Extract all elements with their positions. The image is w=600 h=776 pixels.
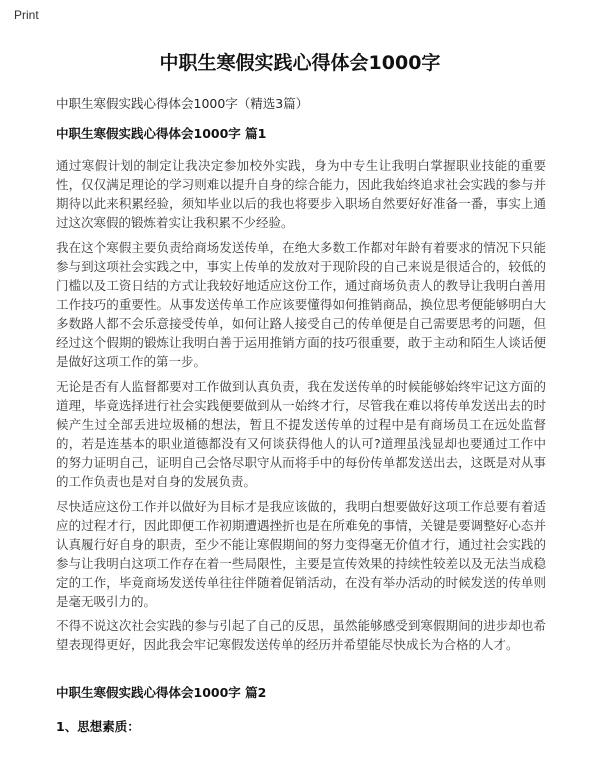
paragraph-1: 通过寒假计划的制定让我决定参加校外实践，身为中专生让我明白掌握职业技能的重要性，仅仅满足理论的学习则难以提升自身的综合能力，因此我始终追求社会实践的参与并期待以此来积累经验，须知毕业以后的我也将要步入职场自然要好好准备一番，事实上通过这次寒假的锻炼着实让我积累不少经验。	[56, 158, 546, 230]
page-title: 中职生寒假实践心得体会1000字	[159, 52, 441, 74]
paragraph-3: 无论是否有人监督都要对工作做到认真负责，我在发送传单的时候能够始终牢记这方面的道理，毕竟选择进行社会实践便要做到从一始终才行，尽管我在难以将传单发送出去的时候产生过全部丢进垃圾桶的想法，暂且不提发送传单的过程中是有商场员工在远处监督的，若是连基本的职业道德都没有又何谈获得他人的认可?道理虽浅显却也要通过工作中的努力证明自己，证明自己会恪尽职守从而将手中的每份传单都发送出去，这既是对从事的工作负责也是对自身的发展负责。	[56, 379, 546, 489]
print-label: Print	[14, 8, 39, 22]
section-subheading: 1、思想素质：	[56, 719, 140, 734]
page-subtitle: 中职生寒假实践心得体会1000字（精选3篇）	[56, 96, 309, 111]
paragraph-2: 我在这个寒假主要负责给商场发送传单，在绝大多数工作都对年龄有着要求的情况下只能参与到这项社会实践之中，事实上传单的发放对于现阶段的自己来说是很适合的，较低的门槛以及工资日结的方式让我较好地适应这份工作，通过商场负责人的教导让我明白善用工作技巧的重要性。从事发送传单工作应该要懂得如何推销商品，换位思考便能够明白大多数路人都不会乐意接受传单，如何让路人接受自己的传单便是自己需要思考的问题，但经过这个假期的锻炼让我明白善于运用推销方面的技巧很重要，敢于主动和陌生人谈话便是做好这项工作的第一步。	[56, 240, 546, 369]
section-heading-2: 中职生寒假实践心得体会1000字 篇2	[56, 685, 267, 700]
section-heading-1: 中职生寒假实践心得体会1000字 篇1	[56, 126, 267, 141]
paragraph-5: 不得不说这次社会实践的参与引起了自己的反思，虽然能够感受到寒假期间的进步却也希望表现得更好，因此我会牢记寒假发送传单的经历并希望能尽快成长为合格的人才。	[56, 618, 546, 652]
paragraph-4: 尽快适应这份工作并以做好为目标才是我应该做的，我明白想要做好这项工作总要有着适应的过程才行，因此即便工作初期遭遇挫折也是在所难免的事情，关键是要调整好心态并认真履行好自身的职责，至少不能让寒假期间的努力变得毫无价值才行，通过社会实践的参与让我明白这项工作存在着一些局限性，主要是宣传效果的持续性较差以及无法当成稳定的工作，毕竟商场发送传单往往伴随着促销活动，在没有举办活动的时候发送的传单则是毫无吸引力的。	[56, 499, 546, 609]
